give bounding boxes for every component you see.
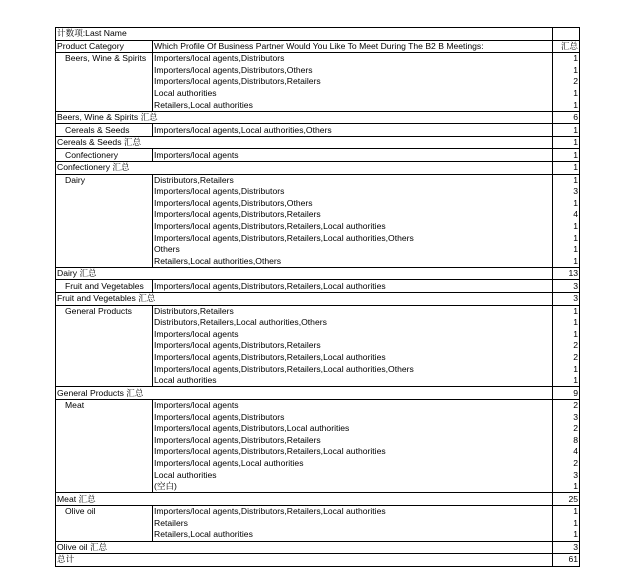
table-row — [56, 446, 580, 458]
profile-cell[interactable]: Importers/local agents — [153, 149, 553, 162]
category-cell[interactable]: General Products — [56, 305, 153, 317]
profile-cell[interactable]: (空白) — [153, 481, 553, 493]
profile-cell[interactable]: Local authorities — [153, 375, 553, 387]
category-blank-cell[interactable] — [56, 423, 153, 435]
table-row — [56, 221, 580, 233]
count-cell[interactable]: 1 — [553, 53, 580, 65]
subtotal-count-cell[interactable]: 3 — [553, 541, 580, 554]
count-cell[interactable]: 4 — [553, 446, 580, 458]
category-blank-cell[interactable] — [56, 375, 153, 387]
profile-cell[interactable]: Importers/local agents,Distributors — [153, 186, 553, 198]
category-blank-cell[interactable] — [56, 186, 153, 198]
category-blank-cell[interactable] — [56, 221, 153, 233]
table-row — [56, 458, 580, 470]
count-cell[interactable]: 1 — [553, 149, 580, 162]
count-cell[interactable]: 1 — [553, 375, 580, 387]
profile-cell[interactable]: Importers/local agents,Distributors — [153, 53, 553, 65]
table-row — [56, 517, 580, 529]
profile-cell[interactable]: Distributors,Retailers,Local authorities,Others — [153, 317, 553, 329]
subtotal-row — [56, 111, 580, 124]
profile-cell[interactable]: Retailers,Local authorities,Others — [153, 255, 553, 267]
profile-cell[interactable]: Importers/local agents,Local authorities — [153, 458, 553, 470]
count-cell[interactable]: 1 — [553, 232, 580, 244]
category-blank-cell[interactable] — [56, 481, 153, 493]
category-blank-cell[interactable] — [56, 209, 153, 221]
count-cell[interactable]: 1 — [553, 505, 580, 517]
category-blank-cell[interactable] — [56, 65, 153, 77]
category-blank-cell[interactable] — [56, 76, 153, 88]
grand-total-row — [56, 554, 580, 567]
grand-total-label-cell[interactable]: 总计 — [56, 554, 553, 567]
profile-cell[interactable]: Importers/local agents,Distributors,Others — [153, 65, 553, 77]
category-blank-cell[interactable] — [56, 329, 153, 341]
count-cell[interactable]: 1 — [553, 174, 580, 186]
table-row — [56, 186, 580, 198]
count-cell[interactable]: 1 — [553, 221, 580, 233]
table-row — [56, 363, 580, 375]
table-row — [56, 352, 580, 364]
profile-cell[interactable]: Local authorities — [153, 469, 553, 481]
subtotal-count-cell[interactable]: 3 — [553, 293, 580, 306]
category-blank-cell[interactable] — [56, 244, 153, 256]
count-cell[interactable]: 2 — [553, 399, 580, 411]
category-cell[interactable]: Olive oil — [56, 505, 153, 517]
profile-cell[interactable]: Importers/local agents,Distributors,Local authorities — [153, 423, 553, 435]
profile-cell[interactable]: Retailers,Local authorities — [153, 529, 553, 541]
table-row — [56, 317, 580, 329]
table-row — [56, 149, 580, 162]
category-blank-cell[interactable] — [56, 255, 153, 267]
table-row — [56, 76, 580, 88]
category-blank-cell[interactable] — [56, 435, 153, 447]
category-blank-cell[interactable] — [56, 469, 153, 481]
count-cell[interactable]: 1 — [553, 99, 580, 111]
profile-cell[interactable]: Importers/local agents,Distributors,Retailers,Local authorities,Others — [153, 232, 553, 244]
empty-cell[interactable] — [553, 28, 580, 41]
subtotal-row — [56, 293, 580, 306]
table-row — [56, 244, 580, 256]
question-header-cell[interactable]: Which Profile Of Business Partner Would You Like To Meet During The B2 B Meetings: — [153, 40, 553, 53]
profile-cell[interactable]: Distributors,Retailers — [153, 305, 553, 317]
table-row — [56, 435, 580, 447]
count-cell[interactable]: 2 — [553, 423, 580, 435]
table-row — [56, 209, 580, 221]
category-blank-cell[interactable] — [56, 88, 153, 100]
profile-cell[interactable]: Importers/local agents,Distributors — [153, 412, 553, 424]
subtotal-row — [56, 387, 580, 400]
table-row — [56, 305, 580, 317]
count-cell[interactable]: 2 — [553, 352, 580, 364]
table-row — [56, 88, 580, 100]
count-cell[interactable]: 3 — [553, 186, 580, 198]
category-cell[interactable]: Confectionery — [56, 149, 153, 162]
subtotal-label-cell[interactable]: Beers, Wine & Spirits 汇总 — [56, 111, 553, 124]
category-blank-cell[interactable] — [56, 529, 153, 541]
table-row — [56, 505, 580, 517]
profile-cell[interactable]: Others — [153, 244, 553, 256]
subtotal-row — [56, 162, 580, 175]
count-cell[interactable]: 1 — [553, 88, 580, 100]
category-cell[interactable]: Meat — [56, 399, 153, 411]
category-blank-cell[interactable] — [56, 517, 153, 529]
grand-total-count-cell[interactable]: 61 — [553, 554, 580, 567]
profile-cell[interactable]: Importers/local agents,Distributors,Others — [153, 198, 553, 210]
subtotal-row — [56, 267, 580, 280]
table-row — [56, 412, 580, 424]
subtotal-count-cell[interactable]: 1 — [553, 136, 580, 149]
table-row — [56, 232, 580, 244]
count-label-cell[interactable]: 计数项:Last Name — [56, 28, 553, 41]
table-row — [56, 53, 580, 65]
subtotal-count-cell[interactable]: 9 — [553, 387, 580, 400]
table-row — [56, 99, 580, 111]
count-cell[interactable]: 1 — [553, 529, 580, 541]
table-row — [56, 124, 580, 137]
profile-cell[interactable]: Importers/local agents,Distributors,Retailers — [153, 340, 553, 352]
count-cell[interactable]: 1 — [553, 305, 580, 317]
profile-cell[interactable]: Importers/local agents,Distributors,Retailers,Local authorities — [153, 352, 553, 364]
category-cell[interactable]: Cereals & Seeds — [56, 124, 153, 137]
profile-cell[interactable]: Importers/local agents,Distributors,Retailers,Local authorities — [153, 446, 553, 458]
count-cell[interactable]: 1 — [553, 124, 580, 137]
count-cell[interactable]: 2 — [553, 76, 580, 88]
category-cell[interactable]: Beers, Wine & Spirits — [56, 53, 153, 65]
table-row — [56, 340, 580, 352]
profile-cell[interactable]: Importers/local agents,Distributors,Retailers,Local authorities — [153, 221, 553, 233]
category-blank-cell[interactable] — [56, 340, 153, 352]
pivot-table — [55, 27, 580, 567]
category-blank-cell[interactable] — [56, 412, 153, 424]
subtotal-label-cell[interactable]: Olive oil 汇总 — [56, 541, 553, 554]
table-row — [56, 423, 580, 435]
category-cell[interactable]: Fruit and Vegetables — [56, 280, 153, 293]
subtotal-count-cell[interactable]: 6 — [553, 111, 580, 124]
profile-cell[interactable]: Importers/local agents,Distributors,Retailers — [153, 76, 553, 88]
category-blank-cell[interactable] — [56, 363, 153, 375]
count-cell[interactable]: 1 — [553, 255, 580, 267]
subtotal-label-cell[interactable]: Meat 汇总 — [56, 493, 553, 506]
subtotal-row — [56, 541, 580, 554]
subtotal-label-cell[interactable]: Cereals & Seeds 汇总 — [56, 136, 553, 149]
count-cell[interactable]: 3 — [553, 469, 580, 481]
count-cell[interactable]: 1 — [553, 517, 580, 529]
table-row — [56, 329, 580, 341]
profile-cell[interactable]: Importers/local agents,Distributors,Retailers — [153, 209, 553, 221]
count-cell[interactable]: 3 — [553, 412, 580, 424]
profile-cell[interactable]: Importers/local agents,Distributors,Retailers,Local authorities,Others — [153, 363, 553, 375]
subtotal-label-cell[interactable]: Confectionery 汇总 — [56, 162, 553, 175]
subtotal-count-cell[interactable]: 1 — [553, 162, 580, 175]
subtotal-label-cell[interactable]: General Products 汇总 — [56, 387, 553, 400]
header-row — [56, 40, 580, 53]
category-blank-cell[interactable] — [56, 317, 153, 329]
subtotal-count-cell[interactable]: 13 — [553, 267, 580, 280]
table-row — [56, 375, 580, 387]
profile-cell[interactable]: Retailers — [153, 517, 553, 529]
count-cell[interactable]: 4 — [553, 209, 580, 221]
category-blank-cell[interactable] — [56, 198, 153, 210]
table-row — [56, 255, 580, 267]
count-cell[interactable]: 2 — [553, 458, 580, 470]
profile-cell[interactable]: Importers/local agents — [153, 329, 553, 341]
subtotal-label-cell[interactable]: Fruit and Vegetables 汇总 — [56, 293, 553, 306]
total-header-cell[interactable]: 汇总 — [553, 40, 580, 53]
count-label-row — [56, 28, 580, 41]
count-cell[interactable]: 1 — [553, 65, 580, 77]
table-row — [56, 174, 580, 186]
count-cell[interactable]: 1 — [553, 363, 580, 375]
category-blank-cell[interactable] — [56, 446, 153, 458]
table-row — [56, 65, 580, 77]
table-row — [56, 529, 580, 541]
count-cell[interactable]: 1 — [553, 317, 580, 329]
table-row — [56, 399, 580, 411]
category-header-cell[interactable]: Product Category — [56, 40, 153, 53]
count-cell[interactable]: 1 — [553, 198, 580, 210]
table-row — [56, 198, 580, 210]
table-row — [56, 481, 580, 493]
profile-cell[interactable]: Retailers,Local authorities — [153, 99, 553, 111]
subtotal-row — [56, 136, 580, 149]
profile-cell[interactable]: Importers/local agents,Distributors,Retailers — [153, 435, 553, 447]
count-cell[interactable]: 1 — [553, 244, 580, 256]
count-cell[interactable]: 1 — [553, 481, 580, 493]
table-row — [56, 280, 580, 293]
profile-cell[interactable]: Importers/local agents,Local authorities,Others — [153, 124, 553, 137]
category-blank-cell[interactable] — [56, 352, 153, 364]
category-blank-cell[interactable] — [56, 99, 153, 111]
profile-cell[interactable]: Importers/local agents,Distributors,Retailers,Local authorities — [153, 280, 553, 293]
category-cell[interactable]: Dairy — [56, 174, 153, 186]
subtotal-label-cell[interactable]: Dairy 汇总 — [56, 267, 553, 280]
profile-cell[interactable]: Importers/local agents,Distributors,Retailers,Local authorities — [153, 505, 553, 517]
profile-cell[interactable]: Distributors,Retailers — [153, 174, 553, 186]
subtotal-row — [56, 493, 580, 506]
count-cell[interactable]: 1 — [553, 329, 580, 341]
count-cell[interactable]: 8 — [553, 435, 580, 447]
profile-cell[interactable]: Importers/local agents — [153, 399, 553, 411]
count-cell[interactable]: 2 — [553, 340, 580, 352]
category-blank-cell[interactable] — [56, 232, 153, 244]
count-cell[interactable]: 3 — [553, 280, 580, 293]
table-row — [56, 469, 580, 481]
profile-cell[interactable]: Local authorities — [153, 88, 553, 100]
subtotal-count-cell[interactable]: 25 — [553, 493, 580, 506]
category-blank-cell[interactable] — [56, 458, 153, 470]
